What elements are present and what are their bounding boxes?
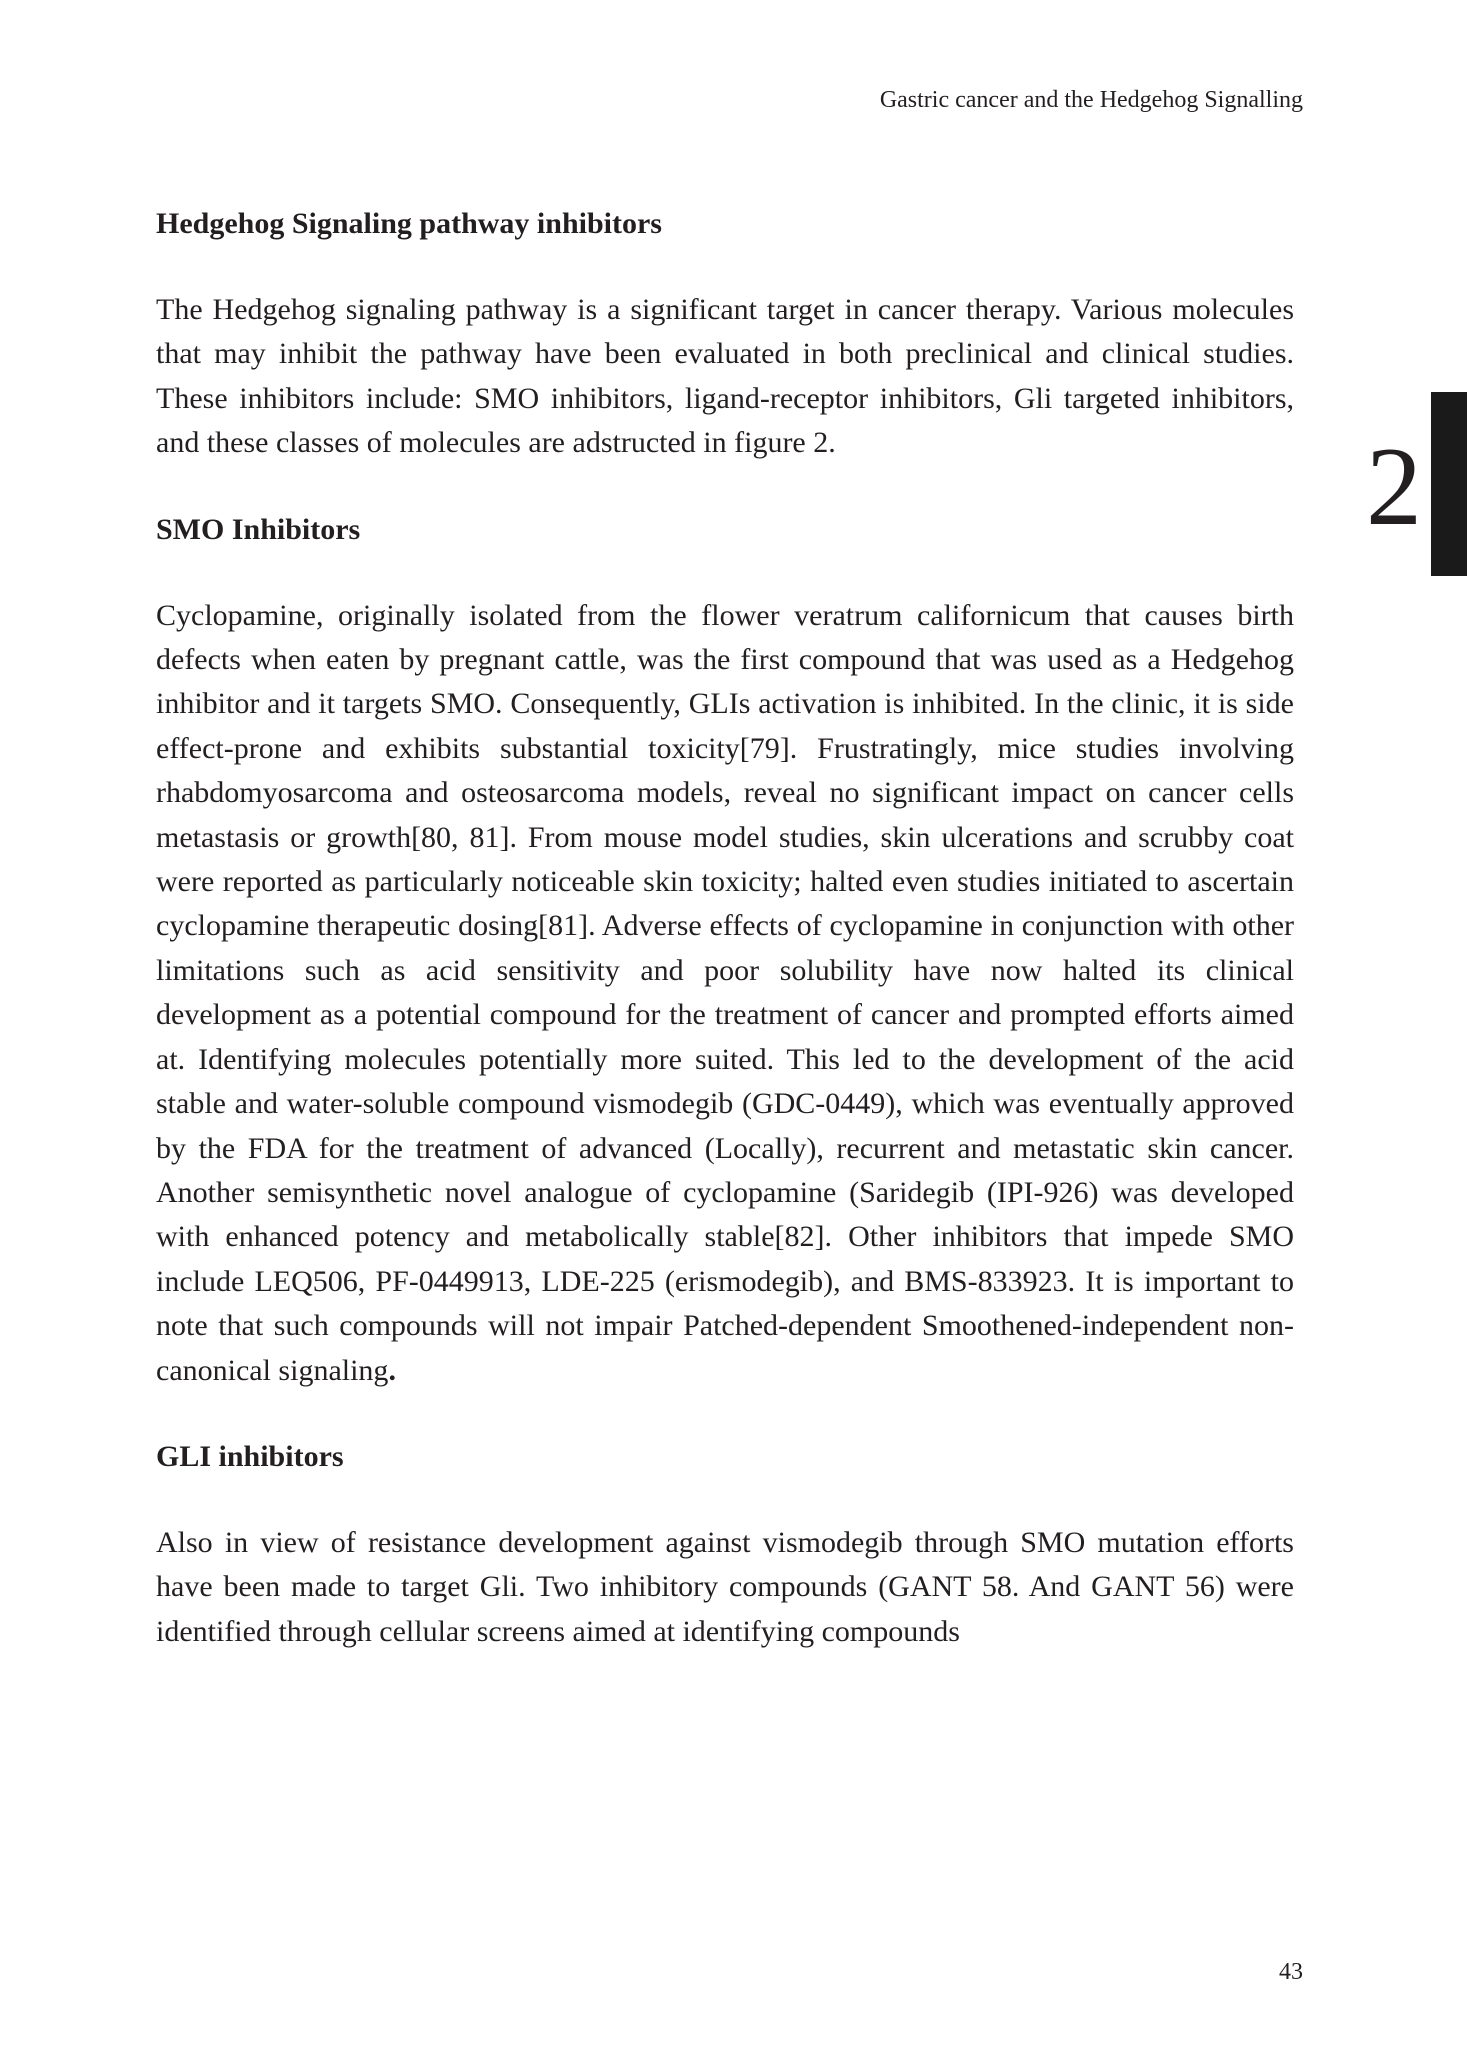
paragraph-hedgehog-overview: The Hedgehog signaling pathway is a significant target in cancer therapy. Various molecules that may inhibit the pathway have been evaluated in both preclinical and clinical studies. These inhibitors include: SMO inhibitors, ligand-receptor inhibitors, Gli targeted inhibitors, and these classes of molecules are adstructed in figure 2. bbox=[156, 293, 1294, 460]
page-body bbox=[156, 202, 1294, 1696]
running-header: Gastric cancer and the Hedgehog Signalling bbox=[879, 87, 1303, 113]
paragraph-smo-inhibitors bbox=[156, 594, 1294, 1393]
section-heading-hedgehog-inhibitors: Hedgehog Signaling pathway inhibitors bbox=[156, 207, 662, 240]
section-heading-gli-inhibitors: GLI inhibitors bbox=[156, 1439, 344, 1473]
chapter-thumb-tab bbox=[1431, 392, 1467, 576]
paragraph-smo-period: . bbox=[388, 1353, 396, 1387]
page-number: 43 bbox=[1279, 1959, 1303, 1985]
section-heading-smo-inhibitors: SMO Inhibitors bbox=[156, 512, 361, 546]
chapter-number: 2 bbox=[1366, 425, 1422, 549]
paragraph-smo-text: Cyclopamine, originally isolated from the flower veratrum californicum that causes birth defects when eaten by pregnant cattle, was the first compound that was used as a Hedgehog inhibitor and it targets SMO. Consequently, GLIs activation is inhibited. In the clinic, it is side effect-prone and exhibits substantial toxicity[79]. Frustratingly, mice studies involving rhabdomyosarcoma and osteosarcoma models, reveal no significant impact on cancer cells metastasis or growth[80, 81]. From mouse model studies, skin ulcerations and scrubby coat were reported as particularly noticeable skin toxicity; halted even studies initiated to ascertain cyclopamine therapeutic dosing[81]. Adverse effects of cyclopamine in conjunction with other limitations such as acid sensitivity and poor solubility have now halted its clinical development as a potential compound for the treatment of cancer and prompted efforts aimed at. Identifying molecules potentially more suited. This led to the development of the acid stable and water-soluble compound vismodegib (GDC-0449), which was eventually approved by the FDA for the treatment of advanced (Locally), recurrent and metastatic skin cancer. Another semisynthetic novel analogue of cyclopamine (Saridegib (IPI-926) was developed with enhanced potency and metabolically stable[82]. Other inhibitors that impede SMO include LEQ506, PF-0449913, LDE-225 (erismodegib), and BMS-833923. It is important to note that such compounds will not impair Patched-dependent Smoothened-independent non-canonical signaling bbox=[156, 598, 1294, 1387]
paragraph-gli-inhibitors: Also in view of resistance development against vismodegib through SMO mutation efforts have been made to target Gli. Two inhibitory compounds (GANT 58. And GANT 56) were identified through cellular screens aimed at identifying compounds bbox=[156, 1525, 1294, 1648]
